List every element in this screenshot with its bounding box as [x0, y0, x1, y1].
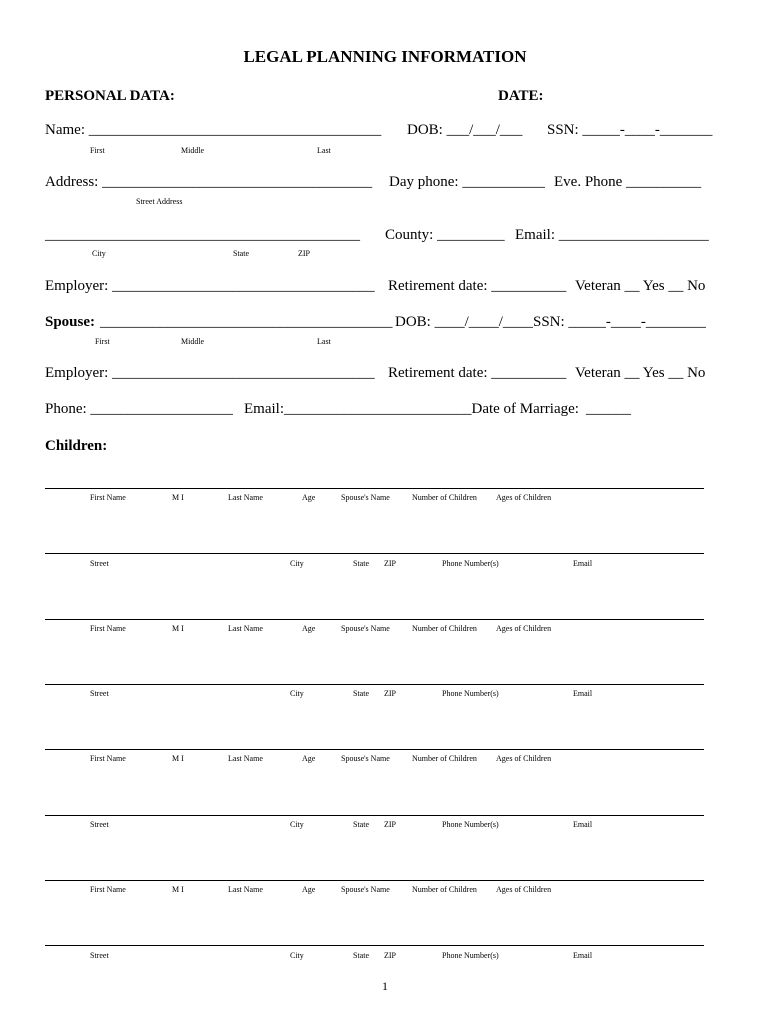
child-zip-caption: ZIP: [384, 951, 396, 960]
ssn-field[interactable]: SSN: _____-____-_______: [547, 122, 713, 138]
child-first-name-caption: First Name: [90, 624, 126, 633]
child-ages-children-caption: Ages of Children: [496, 754, 552, 763]
child-mi-caption: M I: [172, 624, 184, 633]
employer-field[interactable]: Employer: ___________________________________: [45, 278, 375, 294]
child-phone-caption: Phone Number(s): [442, 951, 499, 960]
marriage-date-field[interactable]: ______: [586, 401, 631, 417]
spouse-middle-caption: Middle: [181, 337, 205, 346]
spouse-retirement-date-field[interactable]: Retirement date: __________: [388, 365, 567, 381]
child-state-caption: State: [353, 559, 369, 568]
child-age-caption: Age: [302, 493, 316, 502]
child-email-caption: Email: [573, 820, 593, 829]
spouse-first-caption: First: [95, 337, 110, 346]
child-email-caption: Email: [573, 689, 593, 698]
child-1-name-line[interactable]: [45, 488, 704, 489]
child-spouse-caption: Spouse's Name: [341, 754, 390, 763]
child-mi-caption: M I: [172, 885, 184, 894]
address-field[interactable]: Address: ____________________________________: [45, 174, 373, 190]
child-first-name-caption: First Name: [90, 754, 126, 763]
child-4-name-line[interactable]: [45, 880, 704, 881]
retirement-date-field[interactable]: Retirement date: __________: [388, 278, 567, 294]
spouse-email-field[interactable]: Email:_________________________Date of Marriage:: [244, 401, 579, 417]
child-zip-caption: ZIP: [384, 820, 396, 829]
child-ages-children-caption: Ages of Children: [496, 624, 552, 633]
personal-data-heading: PERSONAL DATA:: [45, 88, 175, 104]
child-4-address-line[interactable]: [45, 945, 704, 946]
child-phone-caption: Phone Number(s): [442, 689, 499, 698]
city-state-zip-field[interactable]: __________________________________________: [45, 227, 360, 243]
child-street-caption: Street: [90, 820, 109, 829]
child-first-name-caption: First Name: [90, 493, 126, 502]
street-address-caption: Street Address: [136, 197, 183, 206]
name-last-caption: Last: [317, 146, 331, 155]
child-age-caption: Age: [302, 754, 316, 763]
child-ages-children-caption: Ages of Children: [496, 493, 552, 502]
children-heading: Children:: [45, 438, 108, 454]
child-city-caption: City: [290, 820, 304, 829]
date-label: DATE:: [498, 88, 544, 104]
zip-caption: ZIP: [298, 249, 310, 258]
child-mi-caption: M I: [172, 754, 184, 763]
page-title: LEGAL PLANNING INFORMATION: [243, 47, 527, 66]
spouse-label: Spouse:: [45, 314, 96, 330]
child-spouse-caption: Spouse's Name: [341, 885, 390, 894]
email-field[interactable]: Email: ____________________: [515, 227, 709, 243]
child-last-name-caption: Last Name: [228, 493, 263, 502]
child-last-name-caption: Last Name: [228, 624, 263, 633]
child-state-caption: State: [353, 689, 369, 698]
child-zip-caption: ZIP: [384, 689, 396, 698]
phone-field[interactable]: Phone: ___________________: [45, 401, 233, 417]
child-mi-caption: M I: [172, 493, 184, 502]
child-street-caption: Street: [90, 689, 109, 698]
veteran-field[interactable]: Veteran __ Yes __ No: [575, 278, 706, 294]
spouse-ssn-field[interactable]: SSN: _____-____-________: [533, 314, 706, 330]
state-caption: State: [233, 249, 249, 258]
spouse-veteran-field[interactable]: Veteran __ Yes __ No: [575, 365, 706, 381]
child-2-name-line[interactable]: [45, 619, 704, 620]
child-email-caption: Email: [573, 559, 593, 568]
child-spouse-caption: Spouse's Name: [341, 493, 390, 502]
child-age-caption: Age: [302, 624, 316, 633]
spouse-name-field[interactable]: _______________________________________: [100, 314, 393, 330]
child-state-caption: State: [353, 820, 369, 829]
child-city-caption: City: [290, 951, 304, 960]
city-caption: City: [92, 249, 106, 258]
page-number: 1: [382, 979, 388, 993]
child-state-caption: State: [353, 951, 369, 960]
spouse-employer-field[interactable]: Employer: ___________________________________: [45, 365, 375, 381]
child-city-caption: City: [290, 559, 304, 568]
child-last-name-caption: Last Name: [228, 754, 263, 763]
child-num-children-caption: Number of Children: [412, 754, 477, 763]
county-field[interactable]: County: _________: [385, 227, 505, 243]
child-phone-caption: Phone Number(s): [442, 559, 499, 568]
child-last-name-caption: Last Name: [228, 885, 263, 894]
child-phone-caption: Phone Number(s): [442, 820, 499, 829]
child-3-name-line[interactable]: [45, 749, 704, 750]
spouse-dob-field[interactable]: DOB: ____/____/____: [395, 314, 533, 330]
child-email-caption: Email: [573, 951, 593, 960]
child-street-caption: Street: [90, 951, 109, 960]
child-num-children-caption: Number of Children: [412, 885, 477, 894]
child-zip-caption: ZIP: [384, 559, 396, 568]
child-num-children-caption: Number of Children: [412, 493, 477, 502]
child-age-caption: Age: [302, 885, 316, 894]
child-spouse-caption: Spouse's Name: [341, 624, 390, 633]
eve-phone-field[interactable]: Eve. Phone __________: [554, 174, 702, 190]
child-first-name-caption: First Name: [90, 885, 126, 894]
child-num-children-caption: Number of Children: [412, 624, 477, 633]
name-first-caption: First: [90, 146, 105, 155]
child-street-caption: Street: [90, 559, 109, 568]
child-2-address-line[interactable]: [45, 684, 704, 685]
name-field[interactable]: Name: _______________________________________: [45, 122, 382, 138]
child-city-caption: City: [290, 689, 304, 698]
child-1-address-line[interactable]: [45, 553, 704, 554]
spouse-last-caption: Last: [317, 337, 331, 346]
dob-field[interactable]: DOB: ___/___/___: [407, 122, 523, 138]
child-3-address-line[interactable]: [45, 815, 704, 816]
day-phone-field[interactable]: Day phone: ___________: [389, 174, 545, 190]
child-ages-children-caption: Ages of Children: [496, 885, 552, 894]
name-middle-caption: Middle: [181, 146, 205, 155]
